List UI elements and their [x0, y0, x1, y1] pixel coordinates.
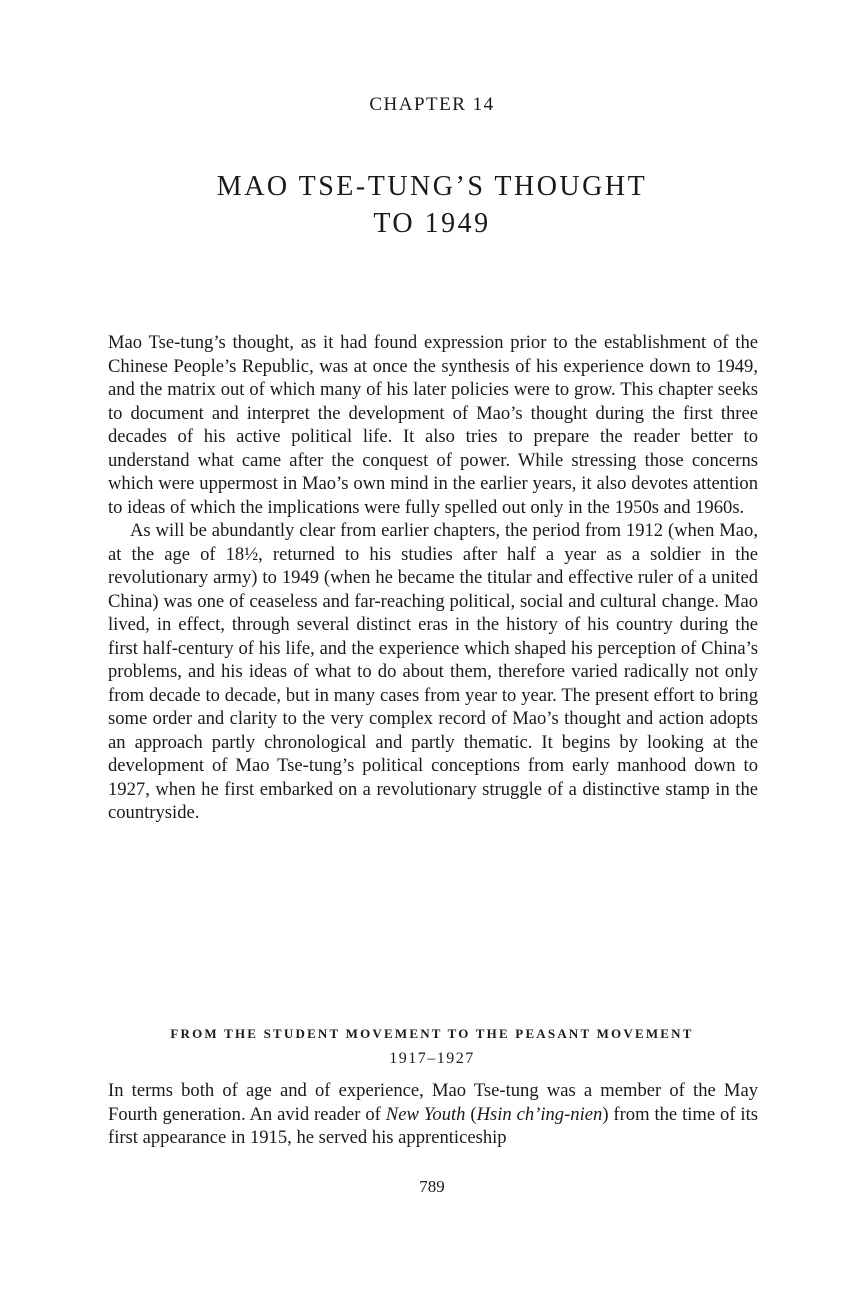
chapter-title-line-1: MAO TSE-TUNG’S THOUGHT: [216, 171, 648, 202]
section-heading-title: FROM THE STUDENT MOVEMENT TO THE PEASANT MOVEMENT: [170, 1026, 694, 1041]
intro-text: [108, 331, 758, 825]
paragraph-3-start: In terms both of age and of experience, Mao Tse-tung was a member of the May Fourth generation. An avid reader of: [108, 1080, 758, 1125]
chapter-label: CHAPTER 14: [369, 94, 495, 115]
journal-title: New Youth: [385, 1103, 466, 1125]
chapter-title-line-2: TO 1949: [373, 208, 491, 239]
paragraph-3-open-paren: (: [465, 1103, 477, 1125]
chapter-title: [0, 168, 864, 242]
journal-title-romanized: Hsin ch’ing-nien: [476, 1103, 603, 1125]
paragraph-3: [108, 1079, 758, 1150]
paragraph-1: Mao Tse-tung’s thought, as it had found expression prior to the establishment of the Chinese People’s Republic, was at once the synthesis of his experience down to 1949, and the matrix out of which many of his later policies were to grow. This chapter seeks to document and interpret the development of Mao’s thought during the first three decades of his active political life. It also tries to prepare the reader better to understand what came after the conquest of power. While stressing those concerns which were uppermost in Mao’s own mind in the earlier years, it also devotes attention to ideas of which the implications were fully spelled out only in the 1950s and 1960s.: [108, 332, 758, 518]
section-heading: [0, 1021, 864, 1071]
section-text: [108, 1079, 758, 1150]
section-heading-years: 1917–1927: [389, 1050, 475, 1067]
paragraph-3-end: ) from the time of its first appearance in 1915, he served his apprenticeship: [108, 1103, 758, 1148]
page-number: 789: [419, 1177, 445, 1196]
paragraph-2: As will be abundantly clear from earlier chapters, the period from 1912 (when Mao, at the age of 18½, returned to his studies after half a year as a soldier in the revolutionary army) to 1949 (when he became the titular and effective ruler of a united China) was one of ceaseless and far-reaching political, social and cultural change. Mao lived, in effect, through several distinct eras in the history of his country during the first half-century of his life, and the experience which shaped his perception of China’s problems, and his ideas of what to do about them, therefore varied radically not only from decade to decade, but in many cases from year to year. The present effort to bring some order and clarity to the very complex record of Mao’s thought and action adopts an approach partly chronological and partly thematic. It begins by looking at the development of Mao Tse-tung’s political conceptions from early manhood down to 1927, when he first embarked on a revolutionary struggle of a distinctive stamp in the countryside.: [108, 520, 758, 823]
